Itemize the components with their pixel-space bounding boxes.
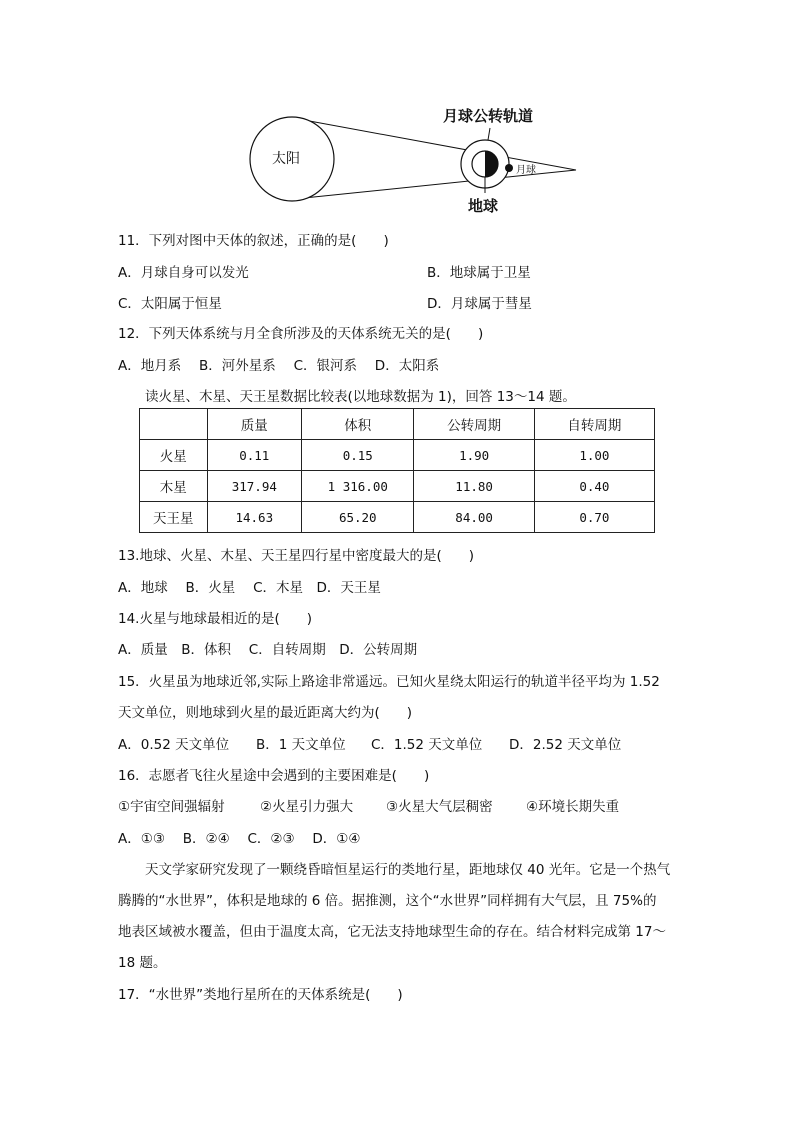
table-row-label: 木星: [140, 471, 208, 502]
q14-stem: 14.火星与地球最相近的是( ): [118, 611, 313, 627]
table-cell: 0.11: [207, 440, 302, 471]
q16-item-2: ②火星引力强大: [260, 799, 354, 815]
orbit-label: 月球公转轨道: [443, 107, 534, 125]
q15-stem-line2: 天文单位，则地球到火星的最近距离大约为( ): [118, 705, 413, 721]
passage-line-3: 地表区域被水覆盖，但由于温度太高，它无法支持地球型生命的存在。结合材料完成第 17～: [118, 924, 666, 940]
q11-option-a: A．月球自身可以发光: [118, 265, 249, 281]
q12-stem: 12．下列天体系统与月全食所涉及的天体系统无关的是( ): [118, 326, 484, 342]
table-cell: 0.40: [534, 471, 654, 502]
planet-data-table: [139, 408, 655, 533]
table-header-cell: 自转周期: [534, 409, 654, 440]
passage-line-2: 腾腾的“水世界”，体积是地球的 6 倍。据推测，这个“水世界”同样拥有大气层，且 75%的: [118, 893, 657, 909]
table-cell: 1.90: [414, 440, 534, 471]
table-cell: 1.00: [534, 440, 654, 471]
q11-option-c: C．太阳属于恒星: [118, 296, 222, 312]
table-row-label: 火星: [140, 440, 208, 471]
table-header-cell: 体积: [302, 409, 414, 440]
q13-stem: 13.地球、火星、木星、天王星四行星中密度最大的是( ): [118, 548, 475, 564]
q11-option-d: D．月球属于彗星: [427, 296, 532, 312]
earth-label: 地球: [468, 197, 499, 215]
q16-item-1: ①宇宙空间强辐射: [118, 799, 225, 815]
table-row: [140, 471, 655, 502]
table-header-cell: 公转周期: [414, 409, 534, 440]
moon-dot: [505, 164, 513, 172]
table-cell: 0.70: [534, 502, 654, 533]
q16-stem: 16．志愿者飞往火星途中会遇到的主要困难是( ): [118, 768, 430, 784]
table-header-cell: [140, 409, 208, 440]
q13-options: A．地球 B．火星 C．木星 D．天王星: [118, 580, 381, 596]
table-cell: 1 316.00: [302, 471, 414, 502]
table-cell: 65.20: [302, 502, 414, 533]
passage-line-4: 18 题。: [118, 955, 167, 971]
q15-option-a: A．0.52 天文单位: [118, 737, 230, 753]
passage-line-1: 天文学家研究发现了一颗绕昏暗恒星运行的类地行星，距地球仅 40 光年。它是一个热气: [145, 862, 671, 878]
moon-label: 月球: [516, 165, 536, 176]
q15-stem-line1: 15．火星虽为地球近邻,实际上路途非常遥远。已知火星绕太阳运行的轨道半径平均为 1.52: [118, 674, 660, 690]
sun-label: 太阳: [272, 151, 300, 167]
table-header-cell: 质量: [207, 409, 302, 440]
q14-options: A．质量 B．体积 C．自转周期 D．公转周期: [118, 642, 418, 658]
q17-stem: 17．“水世界”类地行星所在的天体系统是( ): [118, 987, 403, 1003]
table-cell: 84.00: [414, 502, 534, 533]
q11-stem: 11．下列对图中天体的叙述，正确的是( ): [118, 233, 389, 249]
table-header-row: [140, 409, 655, 440]
q15-option-b: B．1 天文单位: [256, 737, 346, 753]
table-cell: 11.80: [414, 471, 534, 502]
table-cell: 14.63: [207, 502, 302, 533]
table-intro: 读火星、木星、天王星数据比较表(以地球数据为 1)，回答 13～14 题。: [145, 389, 576, 405]
table-cell: 317.94: [207, 471, 302, 502]
q16-item-4: ④环境长期失重: [526, 799, 620, 815]
q15-option-d: D．2.52 天文单位: [509, 737, 622, 753]
q16-item-3: ③火星大气层稠密: [386, 799, 493, 815]
table-row: [140, 440, 655, 471]
q11-option-b: B．地球属于卫星: [427, 265, 531, 281]
table-cell: 0.15: [302, 440, 414, 471]
q12-options: A．地月系 B．河外星系 C．银河系 D．太阳系: [118, 358, 440, 374]
orbit-pointer: [488, 128, 490, 140]
table-row-label: 天王星: [140, 502, 208, 533]
q15-option-c: C．1.52 天文单位: [371, 737, 483, 753]
table-row: [140, 502, 655, 533]
lunar-eclipse-diagram: [240, 100, 580, 218]
q16-options: A．①③ B．②④ C．②③ D．①④: [118, 831, 361, 847]
